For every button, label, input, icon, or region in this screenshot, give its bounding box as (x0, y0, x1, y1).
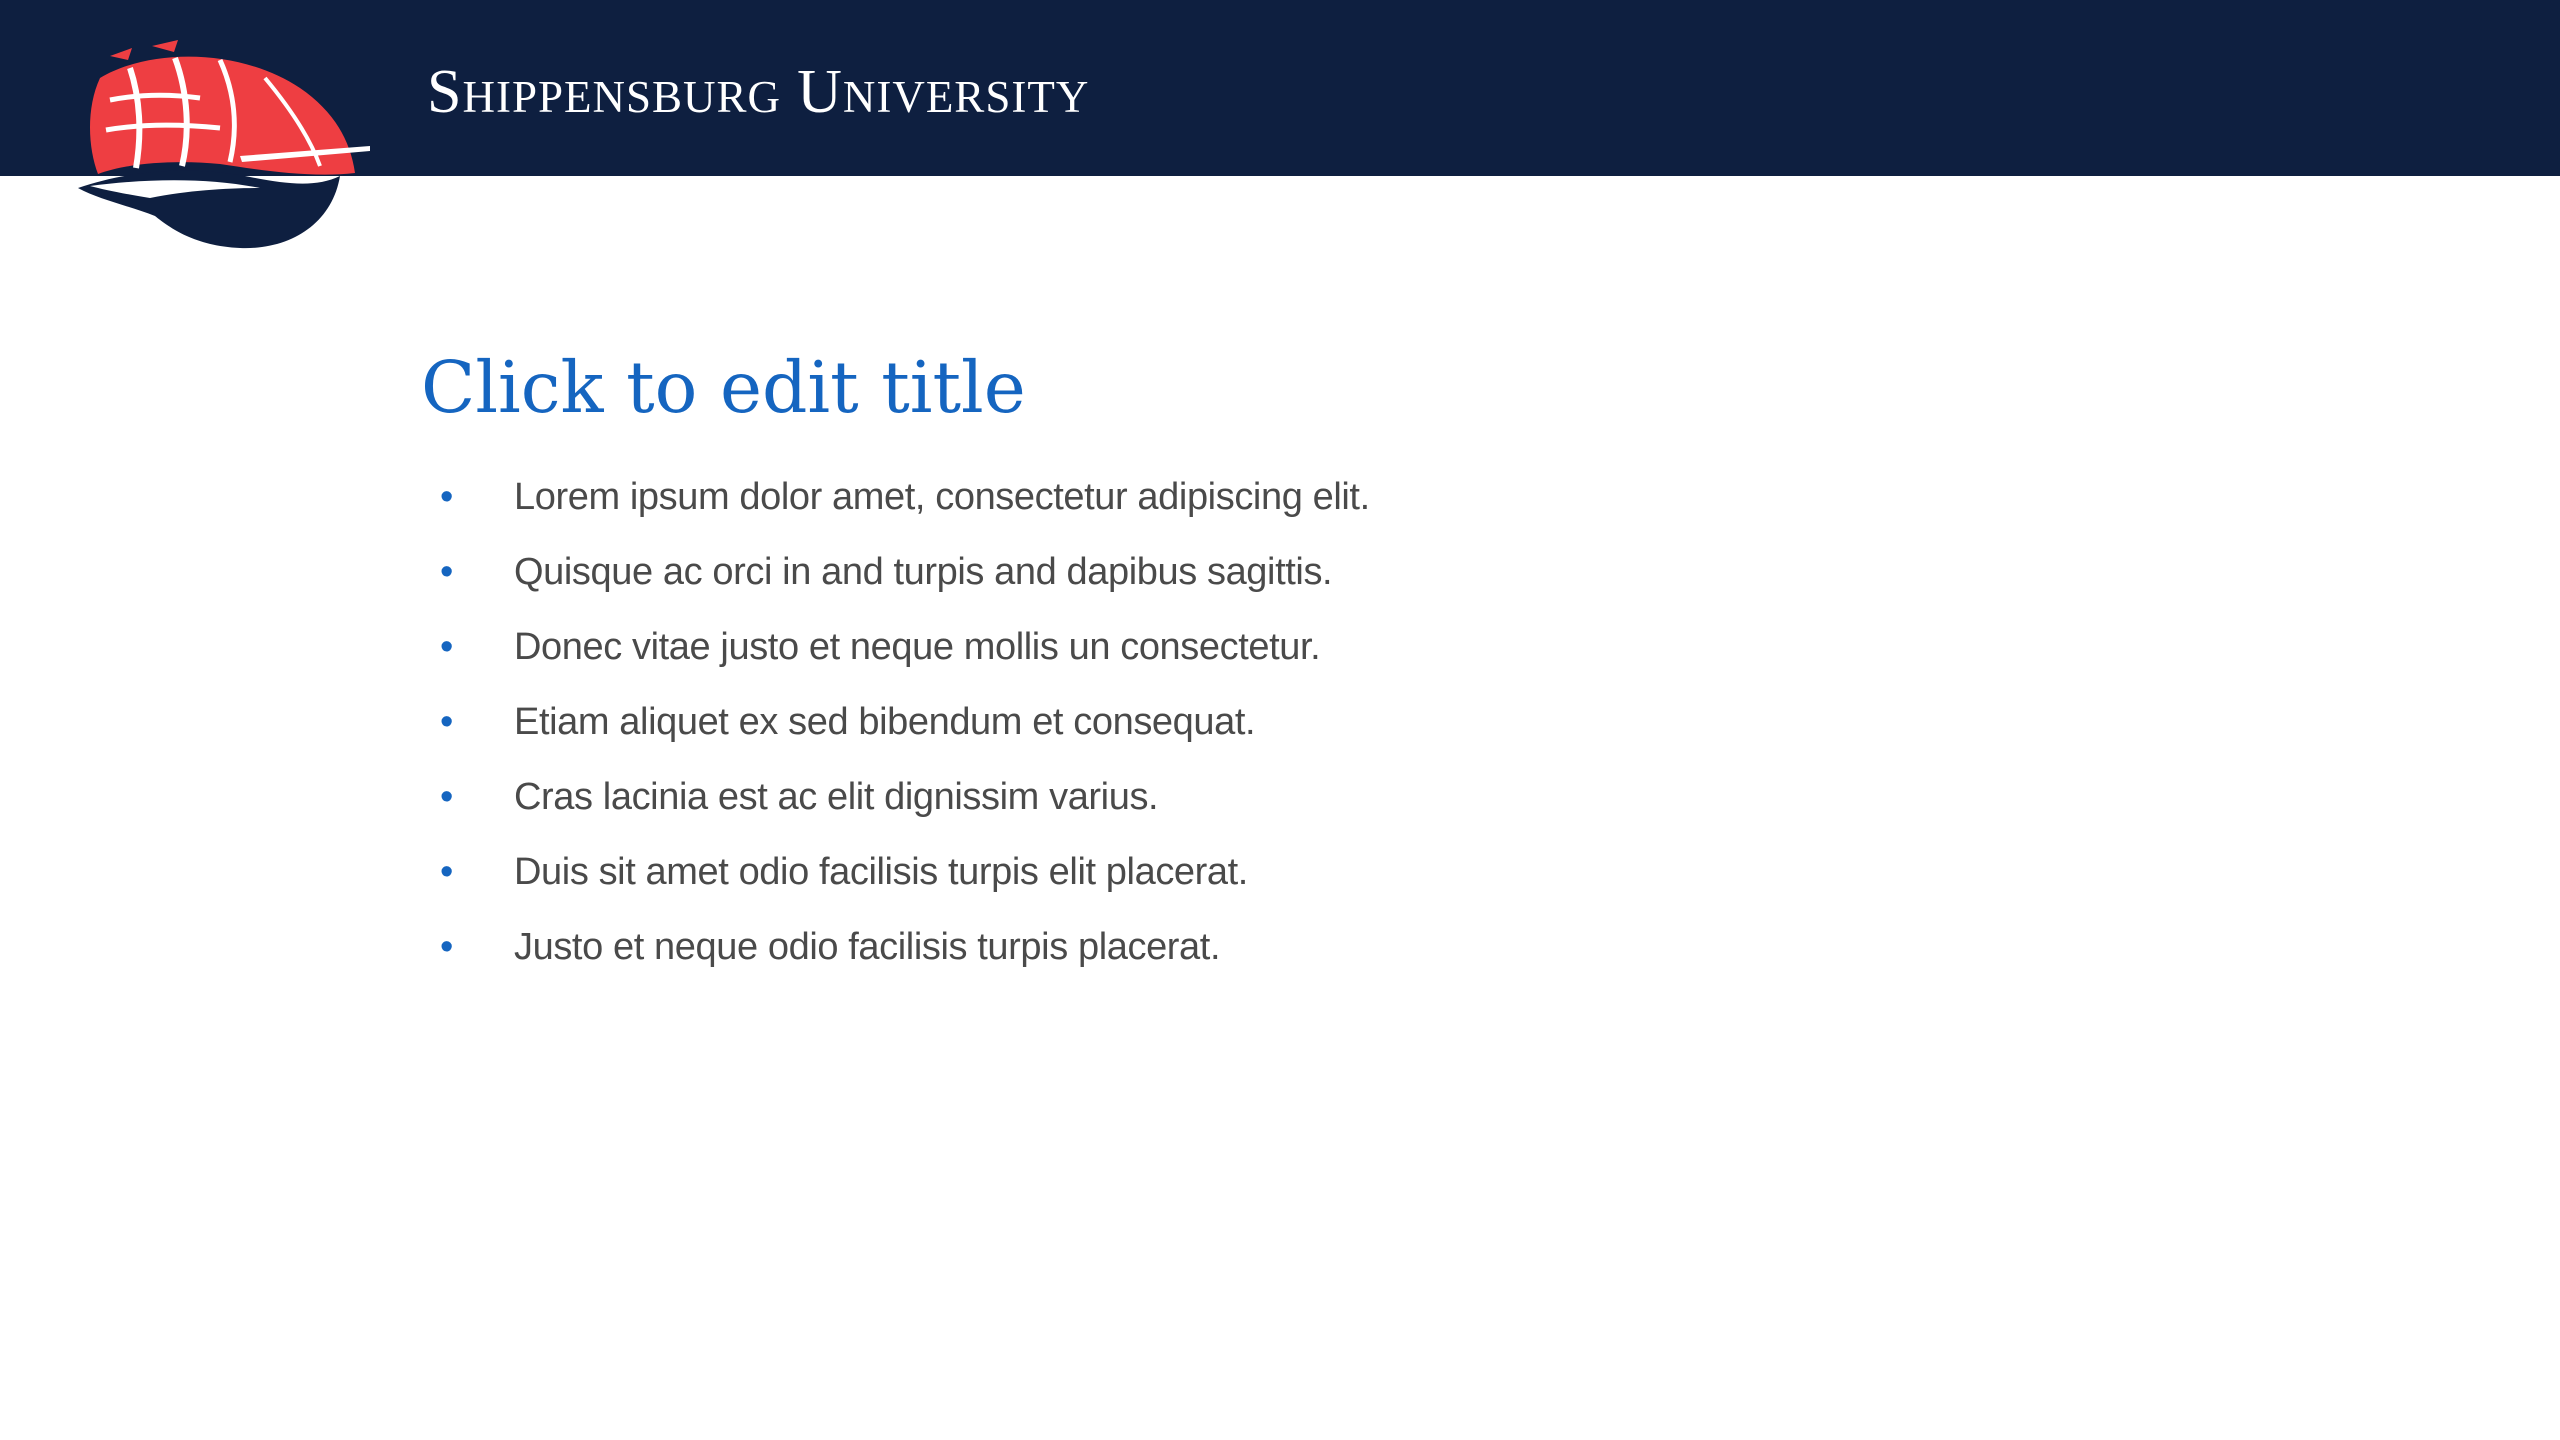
wordmark-initial-s: S (427, 58, 463, 126)
bullet-text: Justo et neque odio facilisis turpis placerat. (514, 926, 1221, 968)
wordmark-rest-2: NIVERSITY (842, 72, 1090, 122)
bullet-icon: • (440, 551, 454, 593)
wordmark-initial-u: U (797, 58, 843, 126)
bullet-icon: • (440, 626, 454, 668)
header-band (0, 0, 2560, 176)
bullet-icon: • (440, 476, 454, 518)
slide-title[interactable]: Click to edit title (421, 346, 1026, 429)
university-wordmark (427, 52, 1089, 132)
bullet-text: Cras lacinia est ac elit dignissim varius. (514, 776, 1159, 818)
bullet-text: Quisque ac orci in and turpis and dapibus sagittis. (514, 551, 1333, 593)
bullet-text: Duis sit amet odio facilisis turpis elit placerat. (514, 851, 1248, 893)
bullet-icon: • (440, 776, 454, 818)
wordmark-rest-1: HIPPENSBURG (462, 72, 782, 122)
bullet-icon: • (440, 701, 454, 743)
bullet-text: Lorem ipsum dolor amet, consectetur adipiscing elit. (514, 476, 1370, 518)
bullet-text: Donec vitae justo et neque mollis un consectetur. (514, 626, 1321, 668)
bullet-text: Etiam aliquet ex sed bibendum et consequat. (514, 701, 1256, 743)
sailing-ship-icon (70, 38, 380, 253)
bullet-icon: • (440, 851, 454, 893)
bullet-icon: • (440, 926, 454, 968)
